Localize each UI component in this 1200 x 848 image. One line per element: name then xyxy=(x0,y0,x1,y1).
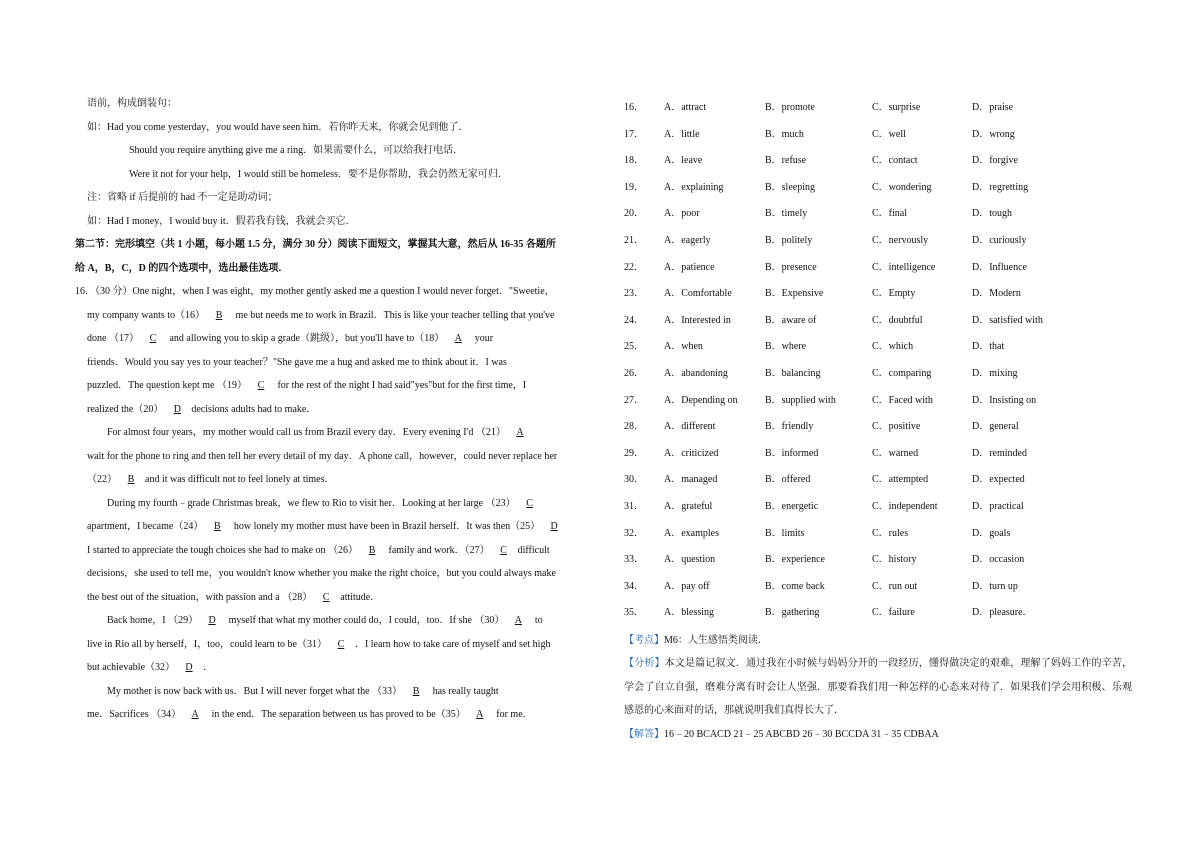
answer-blank: A xyxy=(454,333,462,344)
option-c: C．Empty xyxy=(872,288,916,300)
answer-blank: D xyxy=(550,521,558,532)
passage-text: ． xyxy=(203,662,214,673)
option-row xyxy=(624,281,1132,308)
option-b: B．Expensive xyxy=(765,288,824,300)
answer-blank: C xyxy=(337,638,345,650)
option-row xyxy=(624,600,1132,627)
option-d: D．Influence xyxy=(972,261,1027,273)
option-row xyxy=(624,414,1132,441)
passage-text: your xyxy=(472,333,494,344)
right-column xyxy=(624,95,1132,746)
option-d: D．expected xyxy=(972,474,1025,486)
jieda-tag: 【解答】 xyxy=(624,728,664,740)
option-a: A．poor xyxy=(664,208,700,220)
passage-text: wait for the phone to ring and then tell her every detail of my day．A phone call，however，could never replace her xyxy=(87,450,558,462)
passage-text: During my fourth﹣grade Christmas break，we flew to Rio to visit her．Looking at her large （23） xyxy=(107,497,516,509)
passage-text: Back home，I （29） xyxy=(107,615,199,626)
option-a: A．managed xyxy=(664,474,718,486)
question-number: 21． xyxy=(624,234,644,246)
option-d: D．praise xyxy=(972,102,1014,113)
option-b: B．energetic xyxy=(765,500,819,512)
option-row xyxy=(624,122,1132,149)
passage-text: myself that what my mother could do，I could，too．If she （30） xyxy=(226,615,505,626)
question-number: 19． xyxy=(624,181,644,193)
passage-text: has really taught xyxy=(430,685,499,697)
option-b: B．timely xyxy=(765,208,808,220)
question-number: 24． xyxy=(624,314,644,326)
option-row xyxy=(624,201,1132,228)
question-number: 20． xyxy=(624,208,644,220)
passage-text: ．I learn how to take care of myself and set high xyxy=(354,638,551,650)
option-row xyxy=(624,255,1132,282)
option-d: D．forgive xyxy=(972,155,1018,167)
answer-blank: C xyxy=(149,333,157,344)
section-heading-line: 第二节：完形填空（共 1 小题，每小题 1.5 分，满分 30 分）阅读下面短文，掌握其大意，然后从 16-35 各题所 xyxy=(75,239,556,250)
option-a: A．Interested in xyxy=(664,314,731,326)
option-a: A．different xyxy=(664,421,716,433)
option-row xyxy=(624,441,1132,468)
option-a: A．pay off xyxy=(664,580,710,592)
kaodian-block xyxy=(624,629,1132,653)
option-b: B．experience xyxy=(765,554,825,566)
option-b: B．aware of xyxy=(765,314,817,326)
answer-blank: C xyxy=(257,380,265,391)
option-d: D．curiously xyxy=(972,234,1027,246)
passage-text: for me． xyxy=(493,709,533,720)
jieda-block xyxy=(624,723,1132,747)
option-d: D．Insisting on xyxy=(972,394,1037,406)
option-b: B．balancing xyxy=(765,367,821,379)
passage-paragraph-3 xyxy=(75,492,590,610)
option-c: C．failure xyxy=(872,607,915,619)
option-c: C．contact xyxy=(872,155,918,167)
passage-text: （22） xyxy=(87,474,117,485)
option-c: C．final xyxy=(872,208,907,220)
passage-text: family and work．（27） xyxy=(386,544,490,556)
answer-blank: D xyxy=(208,615,216,626)
passage-text: My mother is now back with us．But I will never forget what the （33） xyxy=(107,685,403,697)
option-b: B．refuse xyxy=(765,155,807,167)
option-row xyxy=(624,521,1132,548)
passage-text: apartment，I became（24） xyxy=(87,521,204,532)
option-d: D．goals xyxy=(972,527,1011,539)
option-b: B．presence xyxy=(765,261,817,273)
option-row xyxy=(624,175,1132,202)
option-a: A．abandoning xyxy=(664,367,728,379)
option-c: C．rules xyxy=(872,527,909,539)
option-row xyxy=(624,228,1132,255)
question-number: 33． xyxy=(624,554,644,566)
option-c: C．doubtful xyxy=(872,314,923,326)
passage-text: live in Rio all by herself，I，too，could learn to be（31） xyxy=(87,638,327,650)
answer-blank: C xyxy=(500,544,507,556)
answer-blank: A xyxy=(476,709,484,720)
option-b: B．informed xyxy=(765,447,819,459)
text-line: Were it not for your help，I would still be homeless．要不是你帮助，我会仍然无家可归． xyxy=(129,168,508,180)
option-d: D．regretting xyxy=(972,181,1029,193)
kaodian-tag: 【考点】 xyxy=(624,634,664,646)
option-a: A．grateful xyxy=(664,500,713,512)
option-d: D．pleasure． xyxy=(972,607,1033,619)
option-c: C．independent xyxy=(872,500,938,512)
option-b: B．promote xyxy=(765,102,815,113)
passage-text: For almost four years，my mother would call us from Brazil every day．Every evening I'd （21） xyxy=(107,427,506,438)
option-d: D．that xyxy=(972,341,1005,353)
passage-text: my company wants to（16） xyxy=(87,309,206,321)
option-c: C．intelligence xyxy=(872,261,936,273)
option-b: B．come back xyxy=(765,580,825,592)
text-line: 如：Had you come yesterday，you would have seen him．若你昨天来，你就会见到他了． xyxy=(87,121,469,133)
passage-text: decisions，she used to tell me，you wouldn't know whether you make the right choice，but you could always make xyxy=(87,568,556,579)
answer-blank: B xyxy=(215,309,223,321)
option-d: D．tough xyxy=(972,208,1012,220)
option-c: C．wondering xyxy=(872,181,932,193)
option-row xyxy=(624,308,1132,335)
option-c: C．well xyxy=(872,128,906,140)
passage-text: friends．Would you say yes to your teacher？"She gave me a hug and asked me to think about it．I was xyxy=(87,356,507,368)
option-a: A．question xyxy=(664,554,716,566)
option-row xyxy=(624,334,1132,361)
option-a: A．eagerly xyxy=(664,234,711,246)
option-a: A．criticized xyxy=(664,447,719,459)
option-d: D．Modern xyxy=(972,288,1021,300)
passage-text: the best out of the situation，with passion and a （28） xyxy=(87,591,313,603)
option-a: A．explaining xyxy=(664,181,724,193)
left-column xyxy=(75,92,590,727)
option-b: B．gathering xyxy=(765,607,820,619)
option-c: C．which xyxy=(872,341,914,353)
passage-text: in the end．The separation between us has proved to be（35） xyxy=(209,709,466,720)
option-c: C．surprise xyxy=(872,102,921,113)
option-d: D．general xyxy=(972,421,1019,433)
option-a: A．attract xyxy=(664,102,707,113)
question-number: 25． xyxy=(624,341,644,353)
passage-text: puzzled．The question kept me （19） xyxy=(87,380,247,391)
option-row xyxy=(624,494,1132,521)
passage-text: me．Sacrifices （34） xyxy=(87,709,182,720)
option-c: C．warned xyxy=(872,447,919,459)
option-d: D．practical xyxy=(972,500,1024,512)
question-number: 17． xyxy=(624,128,644,140)
passage-text: for the rest of the night I had said"yes"but for the first time，I xyxy=(274,380,527,391)
option-c: C．comparing xyxy=(872,367,932,379)
option-row xyxy=(624,388,1132,415)
option-a: A．little xyxy=(664,128,700,140)
question-number: 35． xyxy=(624,607,644,619)
passage-paragraph-2 xyxy=(75,421,590,492)
option-a: A．blessing xyxy=(664,607,714,619)
option-d: D．turn up xyxy=(972,580,1018,592)
answer-blank: B xyxy=(412,685,420,697)
question-number: 34． xyxy=(624,580,644,592)
option-c: C．attempted xyxy=(872,474,929,486)
passage-text: realized the（20） xyxy=(87,403,164,415)
question-number: 28． xyxy=(624,421,644,433)
answer-blank: A xyxy=(191,709,199,720)
question-number: 32． xyxy=(624,527,644,539)
answer-blank: C xyxy=(526,497,533,509)
answer-blank: D xyxy=(173,403,181,415)
question-number: 16． xyxy=(624,102,644,113)
option-b: B．limits xyxy=(765,527,805,539)
option-d: D．satisfied with xyxy=(972,314,1043,326)
passage-text: me but needs me to work in Brazil．This is like your teacher telling that you've xyxy=(233,309,555,321)
passage-text: but achievable（32） xyxy=(87,662,176,673)
text-line: 注：省略 if 后提前的 had 不一定是助动词； xyxy=(87,192,278,203)
option-a: A．Comfortable xyxy=(664,288,732,300)
passage-text: and allowing you to skip a grade（跳级），but you'll have to（18） xyxy=(166,333,445,344)
option-a: A．patience xyxy=(664,261,715,273)
option-a: A．examples xyxy=(664,527,719,539)
option-a: A．leave xyxy=(664,155,703,167)
text-line: 如：Had I money，I would buy it．假若我有钱，我就会买它． xyxy=(87,215,356,227)
option-b: B．much xyxy=(765,128,804,140)
question-number: 27． xyxy=(624,394,644,406)
option-c: C．run out xyxy=(872,580,918,592)
answer-blank: A xyxy=(514,615,522,626)
answer-blank: B xyxy=(368,544,376,556)
passage-text: I started to appreciate the tough choices she had to make on （26） xyxy=(87,544,359,556)
section-heading-line: 给 A，B，C，D 的四个选项中，选出最佳选项． xyxy=(75,262,289,274)
question-number: 30． xyxy=(624,474,644,486)
passage-text: 16．（30 分）One night，when I was eight，my mother gently asked me a question I would never forget．"Sweetie， xyxy=(75,286,555,297)
passage-paragraph-5 xyxy=(75,680,590,727)
option-b: B．friendly xyxy=(765,421,814,433)
passage-paragraph-4 xyxy=(75,609,590,680)
option-row xyxy=(624,148,1132,175)
answer-blank: B xyxy=(214,521,221,532)
question-number: 31． xyxy=(624,500,644,512)
options-list xyxy=(624,95,1132,627)
option-row xyxy=(624,574,1132,601)
option-row xyxy=(624,547,1132,574)
passage-text: decisions adults had to make． xyxy=(191,403,317,415)
passage-text: difficult xyxy=(517,544,550,556)
passage-text: done （17） xyxy=(87,333,139,344)
passage-text: to xyxy=(532,615,543,626)
question-number: 26． xyxy=(624,367,644,379)
question-number: 23． xyxy=(624,288,644,300)
option-b: B．where xyxy=(765,341,807,353)
option-b: B．sleeping xyxy=(765,181,815,193)
fenxi-tag: 【分析】 xyxy=(624,658,665,670)
option-c: C．positive xyxy=(872,421,921,433)
fenxi-block xyxy=(624,652,1132,723)
option-row xyxy=(624,95,1132,122)
option-a: A．Depending on xyxy=(664,394,738,406)
question-number: 22． xyxy=(624,261,644,273)
option-b: B．offered xyxy=(765,474,811,486)
option-d: D．mixing xyxy=(972,367,1018,379)
text-line: Should you require anything give me a ring．如果需要什么，可以给我打电话． xyxy=(129,145,464,156)
passage-paragraph-1 xyxy=(75,280,590,421)
fenxi-text: 本文是篇记叙文．通过我在小时候与妈妈分开的一段经历，懂得做决定的艰难，理解了妈妈工作的辛苦，学会了自立自强，磨难分离有时会让人坚强．那要看我们用一种怎样的心态来对待了．如果我们学会用积极、乐观感恩的心来面对的话，那就说明我们真得长大了． xyxy=(624,658,1133,717)
jieda-text: 16﹣20 BCACD 21﹣25 ABCBD 26﹣30 BCCDA 31﹣35 CDBAA xyxy=(664,728,939,740)
text-line: 语前，构成倒装句： xyxy=(87,98,177,109)
option-row xyxy=(624,467,1132,494)
kaodian-text: M6：人生感悟类阅读． xyxy=(664,634,768,646)
option-c: C．history xyxy=(872,554,917,566)
option-c: C．Faced with xyxy=(872,394,933,406)
option-d: D．occasion xyxy=(972,554,1025,566)
option-b: B．politely xyxy=(765,234,813,246)
answer-blank: B xyxy=(127,474,135,485)
option-d: D．reminded xyxy=(972,447,1027,459)
question-number: 29． xyxy=(624,447,644,459)
answer-blank: A xyxy=(516,427,524,438)
option-b: B．supplied with xyxy=(765,394,836,406)
passage-text: and it was difficult not to feel lonely at times． xyxy=(145,474,335,485)
option-c: C．nervously xyxy=(872,234,929,246)
option-row xyxy=(624,361,1132,388)
answer-blank: C xyxy=(322,591,330,603)
passage-text: attitude． xyxy=(340,591,381,603)
question-number: 18． xyxy=(624,155,644,167)
option-d: D．wrong xyxy=(972,128,1015,140)
option-a: A．when xyxy=(664,341,703,353)
passage-text: how lonely my mother must have been in Brazil herself．It was then（25） xyxy=(231,521,541,532)
answer-blank: D xyxy=(185,662,193,673)
